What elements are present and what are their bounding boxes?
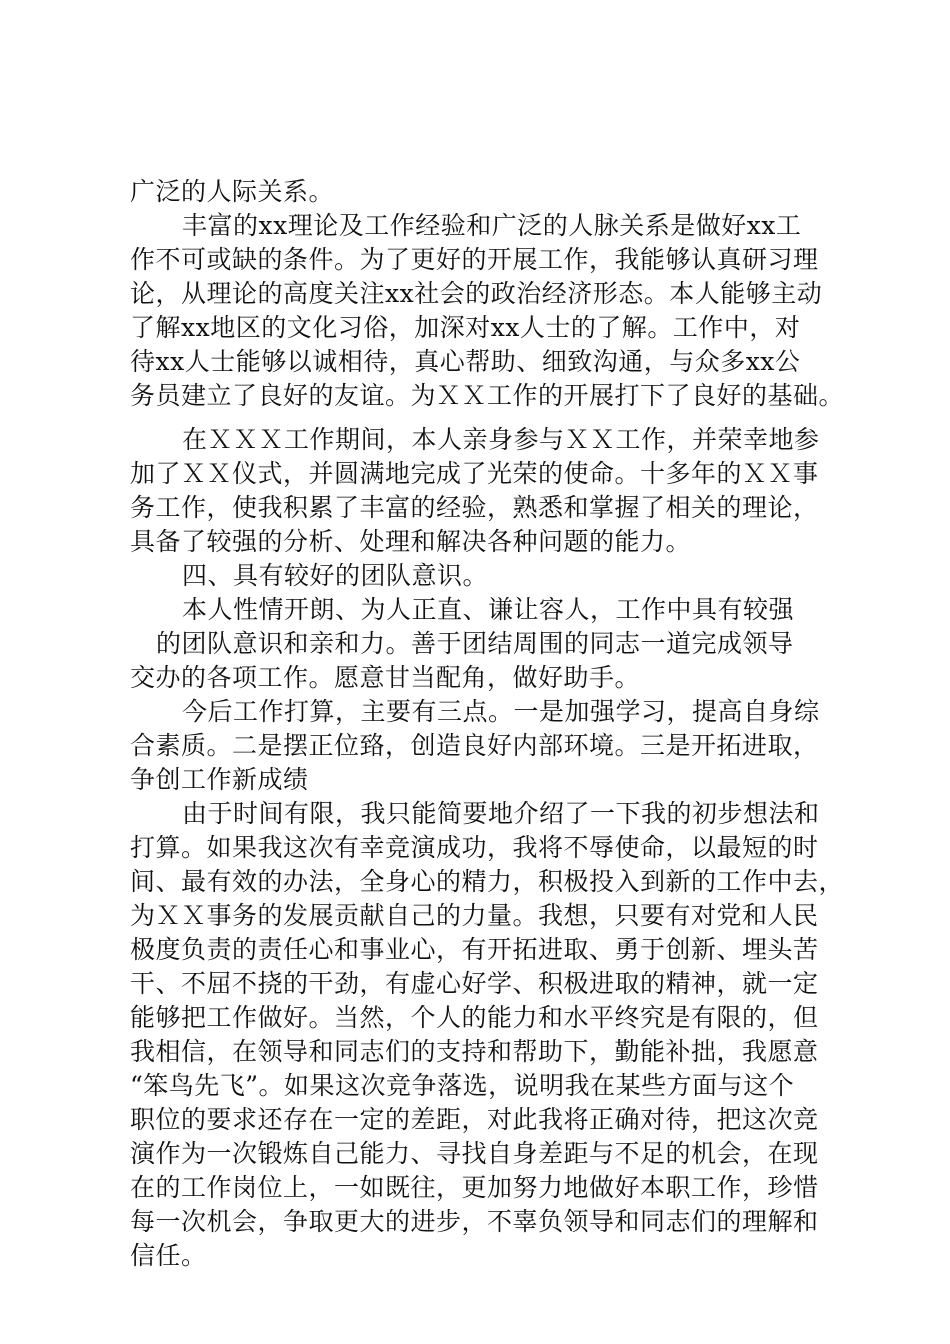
text-line: 待xx人士能够以诚相待，真心帮助、细致沟通，与众多xx公 [130,347,801,376]
text-line: 的团队意识和亲和力。善于团结周围的同志一道完成领导 [156,629,794,658]
text-line: 论，从理论的高度关注xx社会的政治经济形态。本人能够主动 [130,279,823,308]
text-line: 为ＸＸ事务的发展贡献自己的力量。我想，只要有对党和人民 [130,901,819,930]
text-line: 广泛的人际关系。 [130,177,335,206]
text-line: 争创工作新成绩 [130,765,309,794]
text-line: 我相信，在领导和同志们的支持和帮助下，勤能补拙，我愿意 [130,1037,819,1066]
text-line: 务员建立了良好的友谊。为ＸＸ工作的开展打下了良好的基础。 [130,381,845,410]
text-line: 每一次机会，争取更大的进步，不辜负领导和同志们的理解和 [130,1207,819,1236]
text-line: 极度负责的责任心和事业心，有开拓进取、勇于创新、埋头苦 [130,935,819,964]
text-line: 交办的各项工作。愿意甘当配角，做好助手。 [130,663,641,692]
section-heading: 四、具有较好的团队意识。 [182,561,489,590]
text-line: 本人性情开朗、为人正直、谦让容人，工作中具有较强 [182,595,795,624]
text-line: 演作为一次锻炼自己能力、寻找自身差距与不足的机会，在现 [130,1139,819,1168]
text-line: 作不可或缺的条件。为了更好的开展工作，我能够认真研习理 [130,245,819,274]
text-line: 在ＸＸＸ工作期间，本人亲身参与ＸＸ工作，并荣幸地参 [182,425,820,454]
text-line: 具备了较强的分析、处理和解决各种问题的能力。 [130,527,692,556]
text-line: 今后工作打算，主要有三点。一是加强学习，提高自身综 [182,697,820,726]
text-line: 职位的要求还存在一定的差距，对此我将正确对待，把这次竞 [130,1105,819,1134]
text-line: “笨鸟先飞”。如果这次竞争落选，说明我在某些方面与这个 [130,1071,795,1100]
text-line: 能够把工作做好。当然，个人的能力和水平终究是有限的，但 [130,1003,819,1032]
text-line: 间、最有效的办法，全身心的精力，积极投入到新的工作中去， [130,867,845,896]
text-line: 在的工作岗位上，一如既往，更加努力地做好本职工作，珍惜 [130,1173,819,1202]
text-line: 合素质。二是摆正位臵，创造良好内部环境。三是开拓进取， [130,731,819,760]
text-line: 丰富的xx理论及工作经验和广泛的人脉关系是做好xx工 [182,211,802,240]
text-line: 由于时间有限，我只能简要地介绍了一下我的初步想法和 [182,799,820,828]
text-line: 了解xx地区的文化习俗，加深对xx人士的了解。工作中，对 [130,313,801,342]
text-line: 干、不屈不挠的干劲，有虚心好学、积极进取的精神，就一定 [130,969,819,998]
text-line: 加了ＸＸ仪式，并圆满地完成了光荣的使命。十多年的ＸＸ事 [130,459,819,488]
text-line: 打算。如果我这次有幸竞演成功，我将不辱使命，以最短的时 [130,833,819,862]
text-line: 务工作，使我积累了丰富的经验，熟悉和掌握了相关的理论， [130,493,819,522]
text-line: 信任。 [130,1241,207,1270]
